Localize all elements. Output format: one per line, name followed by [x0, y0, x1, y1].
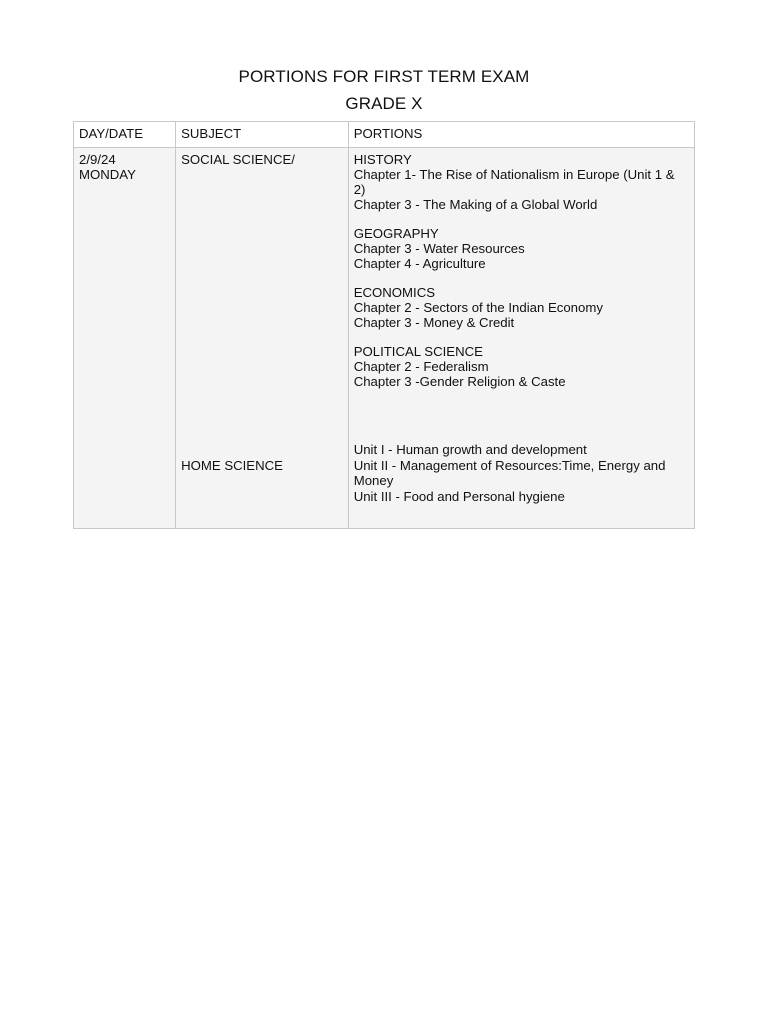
exam-date: 2/9/24: [79, 152, 116, 167]
section-history: [354, 152, 689, 212]
list-item: Chapter 3 -Gender Religion & Caste: [353, 374, 566, 389]
list-item: Chapter 3 - Water Resources: [353, 241, 525, 256]
day-date-cell: [74, 148, 176, 529]
list-item: Unit II - Management of Resources:Time, Energy and Money: [353, 458, 666, 488]
header-subject: SUBJECT: [176, 122, 349, 148]
subject-cell: [176, 148, 349, 529]
subject-social-science: SOCIAL SCIENCE/: [181, 152, 295, 167]
table-header-row: [74, 122, 695, 148]
section-heading: GEOGRAPHY: [353, 226, 439, 241]
section-economics: [354, 285, 689, 330]
section-political-science: [354, 344, 689, 389]
section-heading: POLITICAL SCIENCE: [353, 344, 483, 359]
section-home-science: [354, 442, 689, 504]
table-row: [74, 148, 695, 529]
list-item: Unit I - Human growth and development: [353, 442, 587, 457]
list-item: Unit III - Food and Personal hygiene: [353, 489, 565, 504]
list-item: Chapter 3 - The Making of a Global World: [353, 197, 598, 212]
list-item: Chapter 2 - Sectors of the Indian Economy: [353, 300, 603, 315]
portions-table: [73, 121, 695, 529]
list-item: Chapter 1- The Rise of Nationalism in Europe (Unit 1 & 2): [353, 167, 675, 197]
exam-day: MONDAY: [79, 167, 136, 182]
list-item: Chapter 3 - Money & Credit: [353, 315, 515, 330]
list-item: Chapter 4 - Agriculture: [353, 256, 486, 271]
header-portions: PORTIONS: [348, 122, 694, 148]
header-day-date: DAY/DATE: [74, 122, 176, 148]
section-geography: [354, 226, 689, 271]
portions-cell: [348, 148, 694, 529]
document-subtitle: GRADE X: [345, 94, 423, 113]
subject-home-science: HOME SCIENCE: [181, 458, 283, 473]
section-heading: HISTORY: [353, 152, 412, 167]
document-title: PORTIONS FOR FIRST TERM EXAM: [238, 67, 530, 86]
section-heading: ECONOMICS: [353, 285, 436, 300]
list-item: Chapter 2 - Federalism: [353, 359, 489, 374]
